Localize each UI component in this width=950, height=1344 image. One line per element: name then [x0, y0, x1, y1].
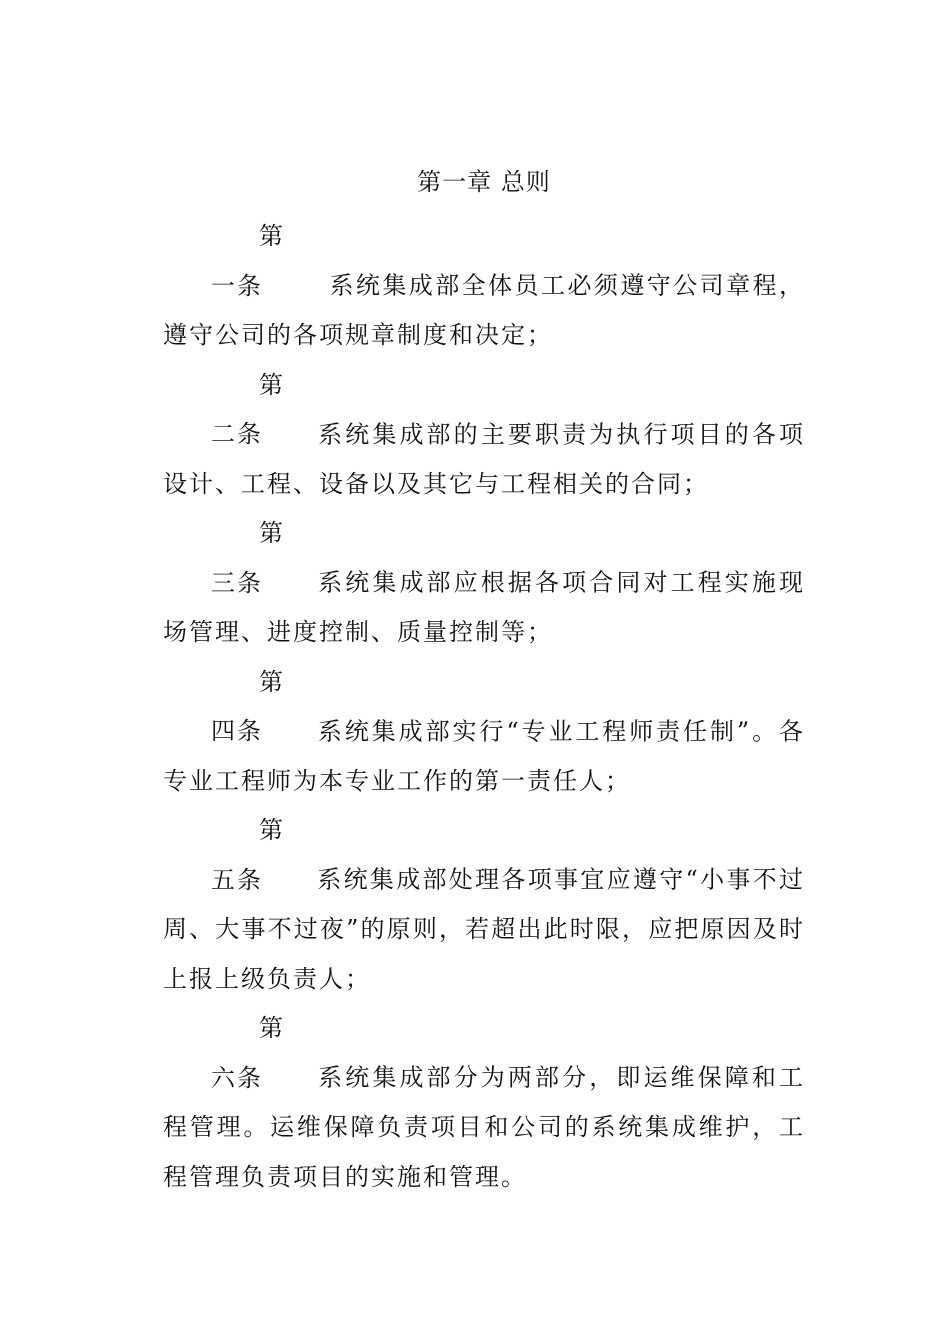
article-number: 第六条: [211, 1014, 285, 1092]
chapter-title: 第一章 总则: [417, 168, 551, 196]
article-number: 第四条: [211, 667, 285, 745]
article-number: 第三条: [211, 519, 285, 597]
article-2: [163, 361, 805, 510]
article-4: [163, 658, 805, 807]
article-5: [163, 806, 805, 1004]
article-number: 第五条: [211, 816, 285, 894]
article-number: 第二条: [211, 370, 285, 448]
article-text: 系统集成部全体员工必须遵守公司章程，遵守公司的各项规章制度和决定；: [163, 271, 805, 349]
article-1: [163, 212, 805, 361]
article-text: 系统集成部实行“专业工程师责任制”。各专业工程师为本专业工作的第一责任人；: [163, 717, 805, 795]
document-body: [163, 162, 805, 1202]
article-text: 系统集成部应根据各项合同对工程实施现场管理、进度控制、质量控制等；: [163, 568, 805, 646]
article-number: 第一条: [211, 222, 285, 300]
article-text: 系统集成部分为两部分，即运维保障和工程管理。运维保障负责项目和公司的系统集成维护，工程管理负责项目的实施和管理。: [163, 1063, 805, 1191]
article-text: 系统集成部的主要职责为执行项目的各项设计、工程、设备以及其它与工程相关的合同；: [163, 420, 805, 498]
article-3: [163, 509, 805, 658]
article-6: [163, 1004, 805, 1202]
article-text: 系统集成部处理各项事宜应遵守“小事不过周、大事不过夜”的原则，若超出此时限，应把原因及时上报上级负责人；: [163, 865, 805, 993]
